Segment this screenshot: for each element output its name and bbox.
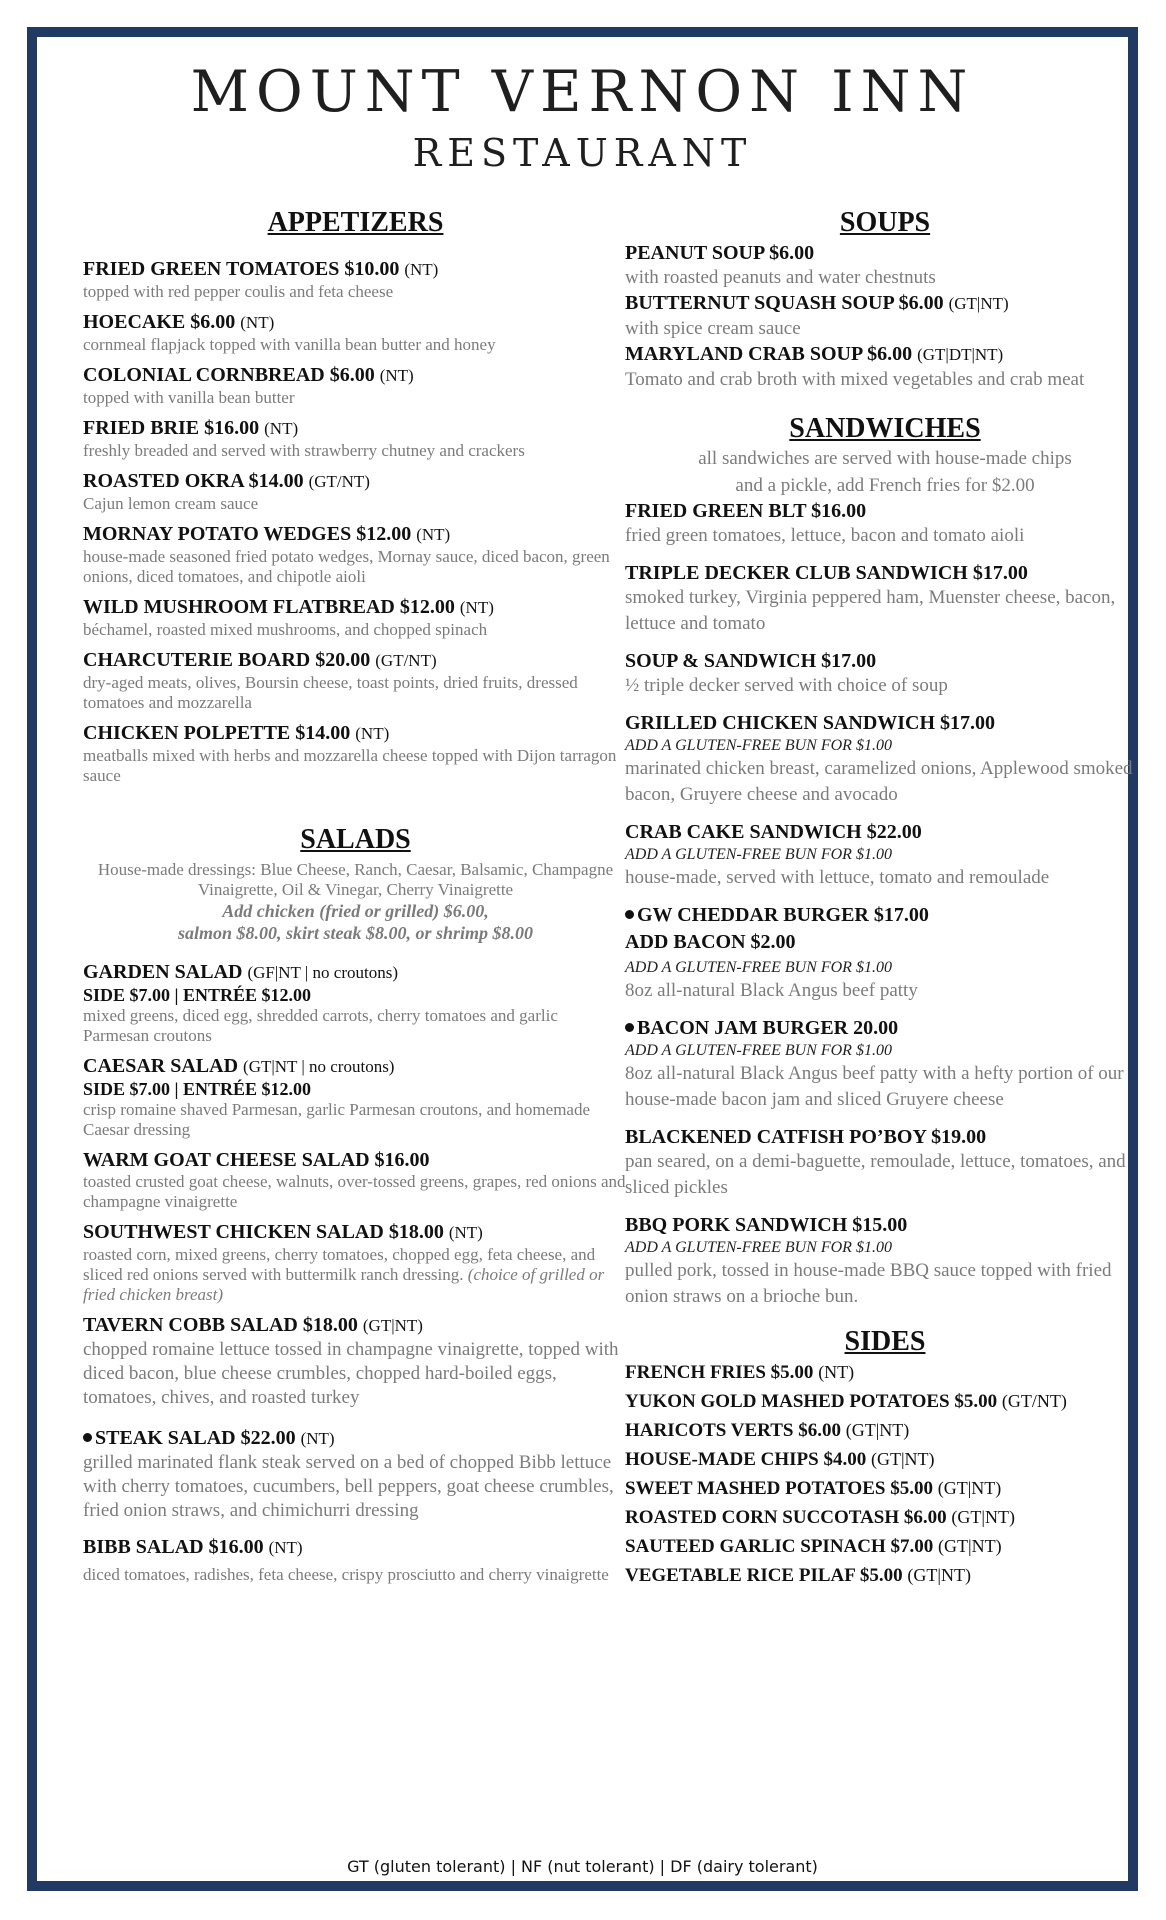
item-description: mixed greens, diced egg, shredded carrots, cherry tomatoes and garlic Parmesan croutons bbox=[83, 1006, 558, 1045]
item-name: FRIED GREEN TOMATOES $10.00 bbox=[83, 258, 400, 280]
item-description: house-made seasoned fried potato wedges, Mornay sauce, diced bacon, green onions, diced tomatoes, and chipotle aioli bbox=[83, 547, 610, 586]
item-description: fried green tomatoes, lettuce, bacon and tomato aioli bbox=[625, 525, 1025, 546]
item-tag: (NT) bbox=[448, 1223, 483, 1242]
item-description: topped with vanilla bean butter bbox=[83, 388, 295, 407]
salad-addon-line-1: Add chicken (fried or grilled) $6.00, bbox=[222, 901, 489, 921]
gluten-free-bun-note: ADD A GLUTEN-FREE BUN FOR $1.00 bbox=[625, 959, 892, 976]
item-description: ½ triple decker served with choice of soup bbox=[625, 675, 948, 696]
item-name: BBQ PORK SANDWICH $15.00 bbox=[625, 1214, 908, 1236]
item-description: diced tomatoes, radishes, feta cheese, crispy prosciutto and cherry vinaigrette bbox=[83, 1565, 609, 1584]
item-description: topped with red pepper coulis and feta cheese bbox=[83, 282, 394, 301]
menu-item bbox=[83, 363, 628, 408]
item-name: SOUTHWEST CHICKEN SALAD $18.00 bbox=[83, 1221, 444, 1243]
menu-item bbox=[83, 522, 628, 587]
item-name: CAESAR SALAD bbox=[83, 1055, 239, 1077]
item-name: STEAK SALAD $22.00 bbox=[95, 1427, 296, 1449]
item-description: with spice cream sauce bbox=[625, 318, 801, 339]
gluten-free-bun-note: ADD A GLUTEN-FREE BUN FOR $1.00 bbox=[625, 737, 892, 754]
item-description: grilled marinated flank steak served on a bed of chopped Bibb lettuce with cherry tomatoes, cucumbers, bell peppers, goat cheese crumbles, fried onion straws, and chimichurri dressing bbox=[83, 1452, 614, 1521]
menu-item bbox=[83, 721, 628, 786]
item-tag: (NT) bbox=[264, 419, 299, 438]
menu-item bbox=[625, 241, 1145, 291]
item-description: béchamel, roasted mixed mushrooms, and chopped spinach bbox=[83, 620, 488, 639]
menu-item bbox=[83, 1426, 628, 1523]
item-name: WILD MUSHROOM FLATBREAD $12.00 bbox=[83, 596, 455, 618]
item-tag: (GT|NT) bbox=[362, 1316, 423, 1335]
side-item: HOUSE-MADE CHIPS $4.00 (GT|NT) bbox=[625, 1449, 935, 1470]
item-description: house-made, served with lettuce, tomato and remoulade bbox=[625, 867, 1050, 888]
sides-list bbox=[625, 1358, 1145, 1590]
menu-item bbox=[83, 469, 628, 514]
menu-item bbox=[83, 416, 628, 461]
item-name: CHARCUTERIE BOARD $20.00 bbox=[83, 649, 371, 671]
item-name: FRIED BRIE $16.00 bbox=[83, 417, 260, 439]
item-note: (choice of grilled or fried chicken breast) bbox=[83, 1265, 605, 1304]
item-description: with roasted peanuts and water chestnuts bbox=[625, 267, 936, 288]
sandwiches-intro-line-2: and a pickle, add French fries for $2.00 bbox=[735, 475, 1035, 496]
item-price: SIDE $7.00 | ENTRÉE $12.00 bbox=[83, 1079, 312, 1099]
item-name: WARM GOAT CHEESE SALAD $16.00 bbox=[83, 1149, 430, 1171]
menu-item bbox=[625, 649, 1145, 699]
menu-item bbox=[625, 820, 1145, 891]
item-tag: (NT) bbox=[459, 598, 494, 617]
item-description: Tomato and crab broth with mixed vegetables and crab meat bbox=[625, 369, 1085, 390]
gluten-free-bun-note: ADD A GLUTEN-FREE BUN FOR $1.00 bbox=[625, 846, 892, 863]
item-name: SOUP & SANDWICH $17.00 bbox=[625, 650, 877, 672]
appetizer-list bbox=[83, 257, 628, 786]
side-item: HARICOTS VERTS $6.00 (GT|NT) bbox=[625, 1420, 910, 1441]
item-name: CRAB CAKE SANDWICH $22.00 bbox=[625, 821, 922, 843]
item-name: PEANUT SOUP $6.00 bbox=[625, 242, 815, 264]
side-item: SAUTEED GARLIC SPINACH $7.00 (GT|NT) bbox=[625, 1536, 1002, 1557]
side-item: SWEET MASHED POTATOES $5.00 (GT|NT) bbox=[625, 1478, 1002, 1499]
item-tag: (NT) bbox=[268, 1538, 303, 1557]
item-name: BUTTERNUT SQUASH SOUP $6.00 bbox=[625, 292, 944, 314]
menu-item bbox=[625, 711, 1145, 808]
item-name: BIBB SALAD $16.00 bbox=[83, 1536, 264, 1558]
menu-item bbox=[625, 1016, 1145, 1113]
menu-item bbox=[625, 1125, 1145, 1201]
item-name: MORNAY POTATO WEDGES $12.00 bbox=[83, 523, 412, 545]
menu-item bbox=[83, 648, 628, 713]
item-description: Cajun lemon cream sauce bbox=[83, 494, 259, 513]
item-tag: (GF|NT | no croutons) bbox=[247, 963, 398, 982]
menu-item bbox=[625, 903, 1145, 1004]
salads-heading: SALADS bbox=[300, 824, 411, 855]
left-column bbox=[83, 207, 628, 1586]
item-name: COLONIAL CORNBREAD $6.00 bbox=[83, 364, 375, 386]
item-name: BLACKENED CATFISH PO’BOY $19.00 bbox=[625, 1126, 987, 1148]
item-description: freshly breaded and served with strawberry chutney and crackers bbox=[83, 441, 525, 460]
menu-item bbox=[625, 499, 1145, 549]
menu-item bbox=[83, 1148, 628, 1212]
menu-item bbox=[625, 342, 1145, 393]
menu-item bbox=[83, 1535, 628, 1586]
item-name: BACON JAM BURGER 20.00 bbox=[637, 1017, 899, 1039]
menu-item bbox=[83, 257, 628, 302]
item-description: smoked turkey, Virginia peppered ham, Muenster cheese, bacon, lettuce and tomato bbox=[625, 587, 1116, 634]
sides-heading: SIDES bbox=[844, 1326, 926, 1357]
item-description: pulled pork, tossed in house-made BBQ sauce topped with fried onion straws on a brioche bun. bbox=[625, 1260, 1112, 1307]
item-name: TAVERN COBB SALAD $18.00 bbox=[83, 1314, 358, 1336]
item-description: dry-aged meats, olives, Boursin cheese, toast points, dried fruits, dressed tomatoes and mozzarella bbox=[83, 673, 578, 712]
item-tag: (GT/NT) bbox=[375, 651, 437, 670]
right-column bbox=[625, 207, 1145, 1590]
menu-border-frame bbox=[27, 27, 1138, 1891]
item-tag: (GT|NT) bbox=[948, 294, 1009, 313]
restaurant-header bbox=[37, 59, 1128, 179]
item-tag: (GT/NT) bbox=[308, 472, 370, 491]
menu-item bbox=[625, 561, 1145, 637]
salad-addon-line-2: salmon $8.00, skirt steak $8.00, or shrimp $8.00 bbox=[177, 923, 534, 943]
item-name: GW CHEDDAR BURGER $17.00 bbox=[637, 904, 929, 926]
bullet-icon bbox=[625, 910, 634, 919]
item-name: TRIPLE DECKER CLUB SANDWICH $17.00 bbox=[625, 562, 1028, 584]
gluten-free-bun-note: ADD A GLUTEN-FREE BUN FOR $1.00 bbox=[625, 1042, 892, 1059]
item-tag: (NT) bbox=[379, 366, 414, 385]
bullet-icon bbox=[83, 1433, 92, 1442]
menu-item bbox=[83, 960, 628, 1046]
item-tag: (NT) bbox=[240, 313, 275, 332]
bullet-icon bbox=[625, 1023, 634, 1032]
item-name: FRIED GREEN BLT $16.00 bbox=[625, 500, 867, 522]
restaurant-subtitle: RESTAURANT bbox=[412, 131, 753, 175]
item-addon: ADD BACON $2.00 bbox=[625, 931, 796, 953]
menu-item bbox=[83, 1054, 628, 1140]
item-description: crisp romaine shaved Parmesan, garlic Parmesan croutons, and homemade Caesar dressing bbox=[83, 1100, 591, 1139]
side-item: FRENCH FRIES $5.00 (NT) bbox=[625, 1362, 855, 1383]
item-tag: (GT|DT|NT) bbox=[917, 345, 1004, 364]
item-description: pan seared, on a demi-baguette, remoulade, lettuce, tomatoes, and sliced pickles bbox=[625, 1151, 1126, 1198]
item-description: 8oz all-natural Black Angus beef patty with a hefty portion of our house-made bacon jam and sliced Gruyere cheese bbox=[625, 1063, 1124, 1110]
item-description: marinated chicken breast, caramelized onions, Applewood smoked bacon, Gruyere cheese and avocado bbox=[625, 758, 1133, 805]
sandwiches-heading: SANDWICHES bbox=[789, 413, 981, 444]
appetizers-heading: APPETIZERS bbox=[267, 207, 444, 238]
restaurant-name: MOUNT VERNON INN bbox=[190, 59, 975, 125]
item-description: chopped romaine lettuce tossed in champagne vinaigrette, topped with diced bacon, blue cheese crumbles, chopped hard-boiled eggs, tomatoes, chives, and roasted turkey bbox=[83, 1339, 619, 1408]
menu-item bbox=[83, 1313, 628, 1410]
item-name: GRILLED CHICKEN SANDWICH $17.00 bbox=[625, 712, 996, 734]
item-name: ROASTED OKRA $14.00 bbox=[83, 470, 304, 492]
gluten-free-bun-note: ADD A GLUTEN-FREE BUN FOR $1.00 bbox=[625, 1239, 892, 1256]
item-description: roasted corn, mixed greens, cherry tomatoes, chopped egg, feta cheese, and sliced red onions served with buttermilk ranch dressing. bbox=[83, 1245, 596, 1284]
sandwiches-intro-line-1: all sandwiches are served with house-made chips bbox=[698, 448, 1072, 469]
menu-item bbox=[83, 595, 628, 640]
side-item: ROASTED CORN SUCCOTASH $6.00 (GT|NT) bbox=[625, 1507, 1015, 1528]
item-name: MARYLAND CRAB SOUP $6.00 bbox=[625, 343, 913, 365]
side-item: YUKON GOLD MASHED POTATOES $5.00 (GT/NT) bbox=[625, 1391, 1067, 1412]
item-name: CHICKEN POLPETTE $14.00 bbox=[83, 722, 351, 744]
item-tag: (NT) bbox=[355, 724, 390, 743]
side-item: VEGETABLE RICE PILAF $5.00 (GT|NT) bbox=[625, 1565, 971, 1586]
item-name: HOECAKE $6.00 bbox=[83, 311, 236, 333]
item-tag: (NT) bbox=[404, 260, 439, 279]
item-tag: (NT) bbox=[300, 1429, 335, 1448]
item-description: 8oz all-natural Black Angus beef patty bbox=[625, 980, 918, 1001]
item-price: SIDE $7.00 | ENTRÉE $12.00 bbox=[83, 985, 312, 1005]
item-tag: (GT|NT | no croutons) bbox=[243, 1057, 395, 1076]
menu-item bbox=[83, 310, 628, 355]
menu-item bbox=[83, 1220, 628, 1305]
menu-item bbox=[625, 291, 1145, 342]
salad-dressings: House-made dressings: Blue Cheese, Ranch, Caesar, Balsamic, Champagne Vinaigrette, Oil & Vinegar, Cherry Vinaigrette bbox=[97, 860, 614, 899]
item-name: GARDEN SALAD bbox=[83, 961, 243, 983]
allergen-legend-footer: GT (gluten tolerant) | NF (nut tolerant) | DF (dairy tolerant) bbox=[347, 1857, 818, 1876]
item-description: toasted crusted goat cheese, walnuts, over-tossed greens, grapes, red onions and champagne vinaigrette bbox=[83, 1172, 626, 1211]
item-description: meatballs mixed with herbs and mozzarella cheese topped with Dijon tarragon sauce bbox=[83, 746, 617, 785]
item-tag: (NT) bbox=[416, 525, 451, 544]
menu-item bbox=[625, 1213, 1145, 1310]
item-description: cornmeal flapjack topped with vanilla bean butter and honey bbox=[83, 335, 496, 354]
soups-heading: SOUPS bbox=[839, 207, 931, 238]
